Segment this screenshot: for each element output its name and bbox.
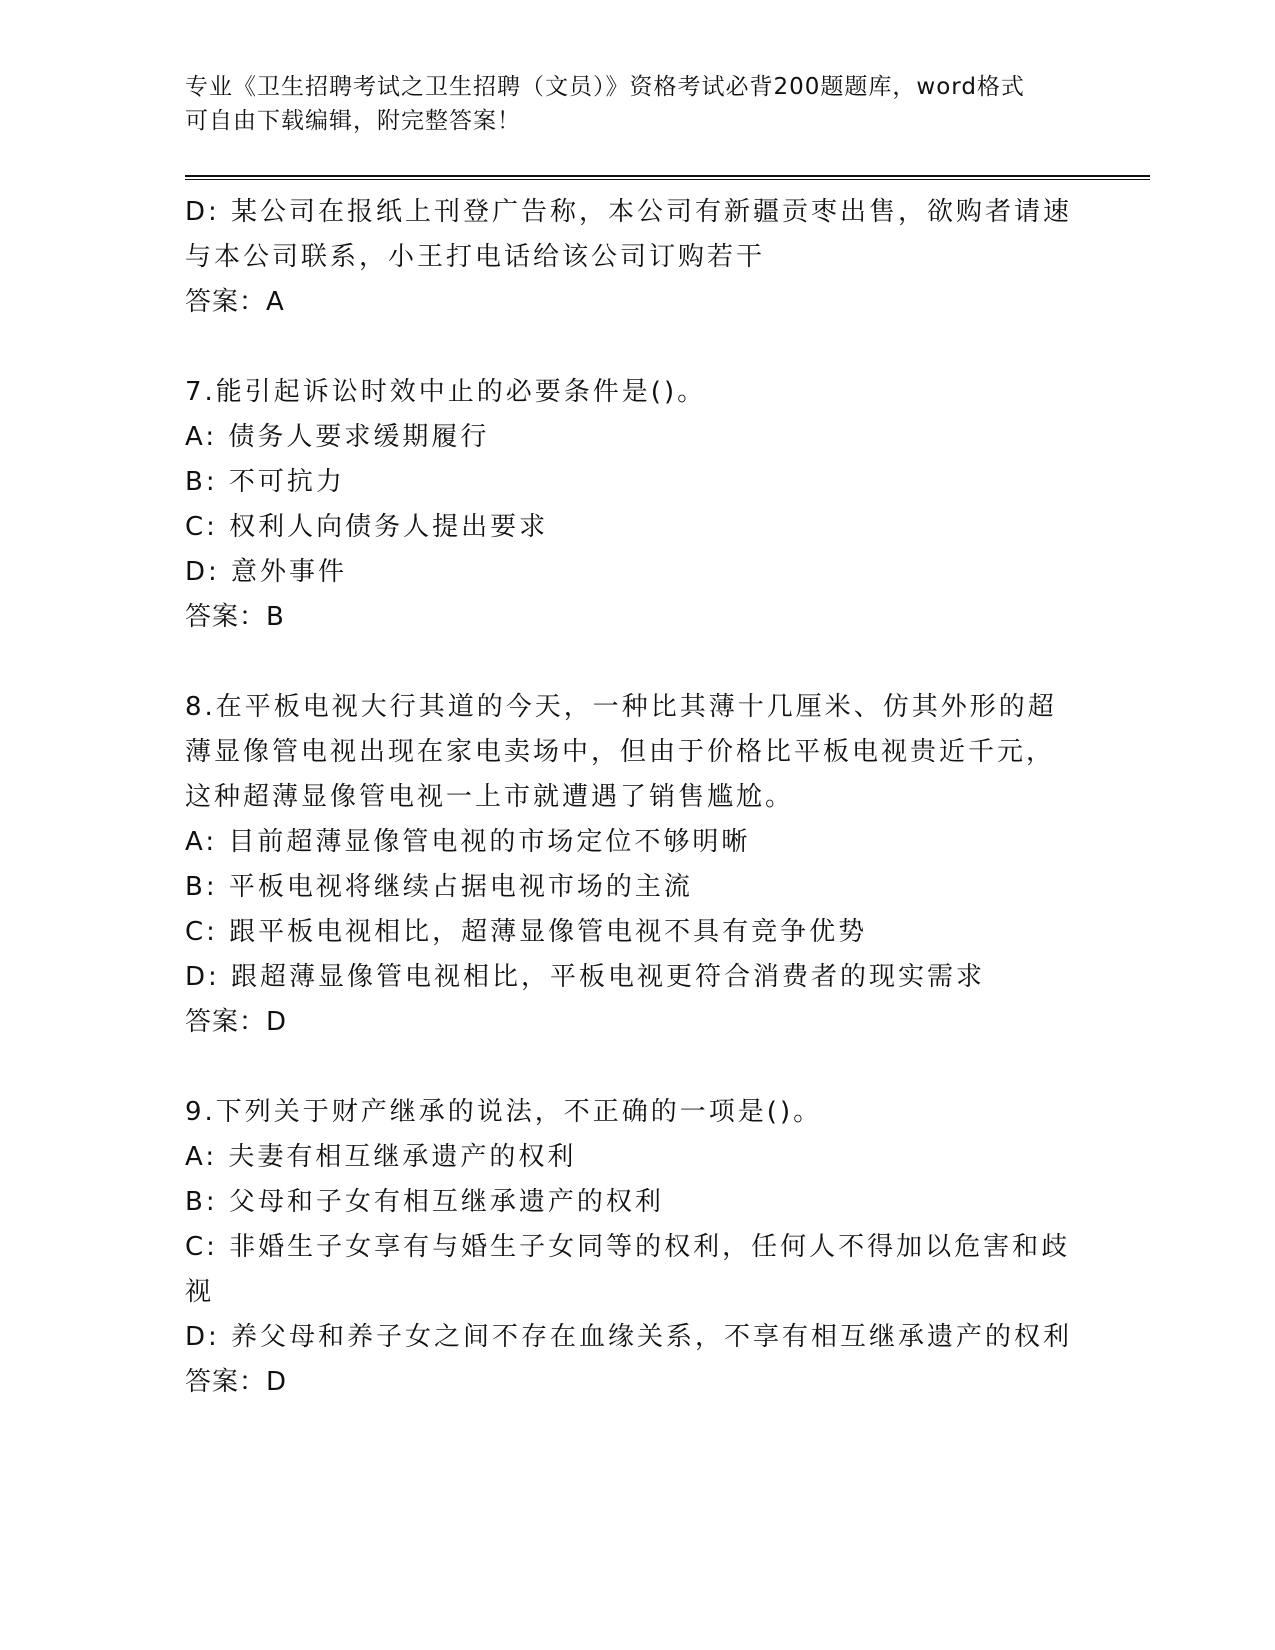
option-d: D: 意外事件 [185,557,348,587]
question-stem-line-2: 薄显像管电视出现在家电卖场中，但由于价格比平板电视贵近千元， [185,737,1056,767]
option-c-line-1: C: 非婚生子女享有与婚生子女同等的权利，任何人不得加以危害和歧 [185,1232,1071,1262]
option-d: D: 养父母和养子女之间不存在血缘关系，不享有相互继承遗产的权利 [185,1322,1073,1352]
option-a: A: 夫妻有相互继承遗产的权利 [185,1142,577,1172]
option-c: C: 权利人向债务人提出要求 [185,512,549,542]
answer-line: 答案：D [185,1007,288,1037]
question-stem-line-1: 8.在平板电视大行其道的今天，一种比其薄十几厘米、仿其外形的超 [185,692,1057,722]
answer-line: 答案：B [185,602,285,632]
question-stem: 9.下列关于财产继承的说法，不正确的一项是()。 [185,1097,823,1127]
option-c-line-2: 视 [185,1277,215,1307]
header-title-line-1: 专业《卫生招聘考试之卫生招聘（文员）》资格考试必背200题题库，word格式 [185,74,1025,100]
option-b: B: 平板电视将继续占据电视市场的主流 [185,872,693,902]
answer-line: 答案：D [185,1367,288,1397]
question-stem: 7.能引起诉讼时效中止的必要条件是()。 [185,377,707,407]
option-d-line-1: D: 某公司在报纸上刊登广告称，本公司有新疆贡枣出售，欲购者请速 [185,197,1073,227]
question-7 [185,370,1085,640]
question-9 [185,1090,1085,1405]
option-c: C: 跟平板电视相比，超薄显像管电视不具有竞争优势 [185,917,868,947]
answer-line: 答案：A [185,287,285,317]
option-b: B: 父母和子女有相互继承遗产的权利 [185,1187,664,1217]
option-d: D: 跟超薄显像管电视相比，平板电视更符合消费者的现实需求 [185,962,986,992]
option-a: A: 目前超薄显像管电视的市场定位不够明晰 [185,827,751,857]
option-a: A: 债务人要求缓期履行 [185,422,490,452]
header-divider [185,175,1150,180]
header-title-line-2: 可自由下载编辑，附完整答案！ [185,108,521,134]
question-stem-line-3: 这种超薄显像管电视一上市就遭遇了销售尴尬。 [185,782,795,812]
option-b: B: 不可抗力 [185,467,345,497]
document-body [185,190,1085,1405]
document-header [185,70,1085,138]
option-d-line-2: 与本公司联系，小王打电话给该公司订购若干 [185,242,766,272]
question-8 [185,685,1085,1045]
continued-question [185,190,1085,325]
